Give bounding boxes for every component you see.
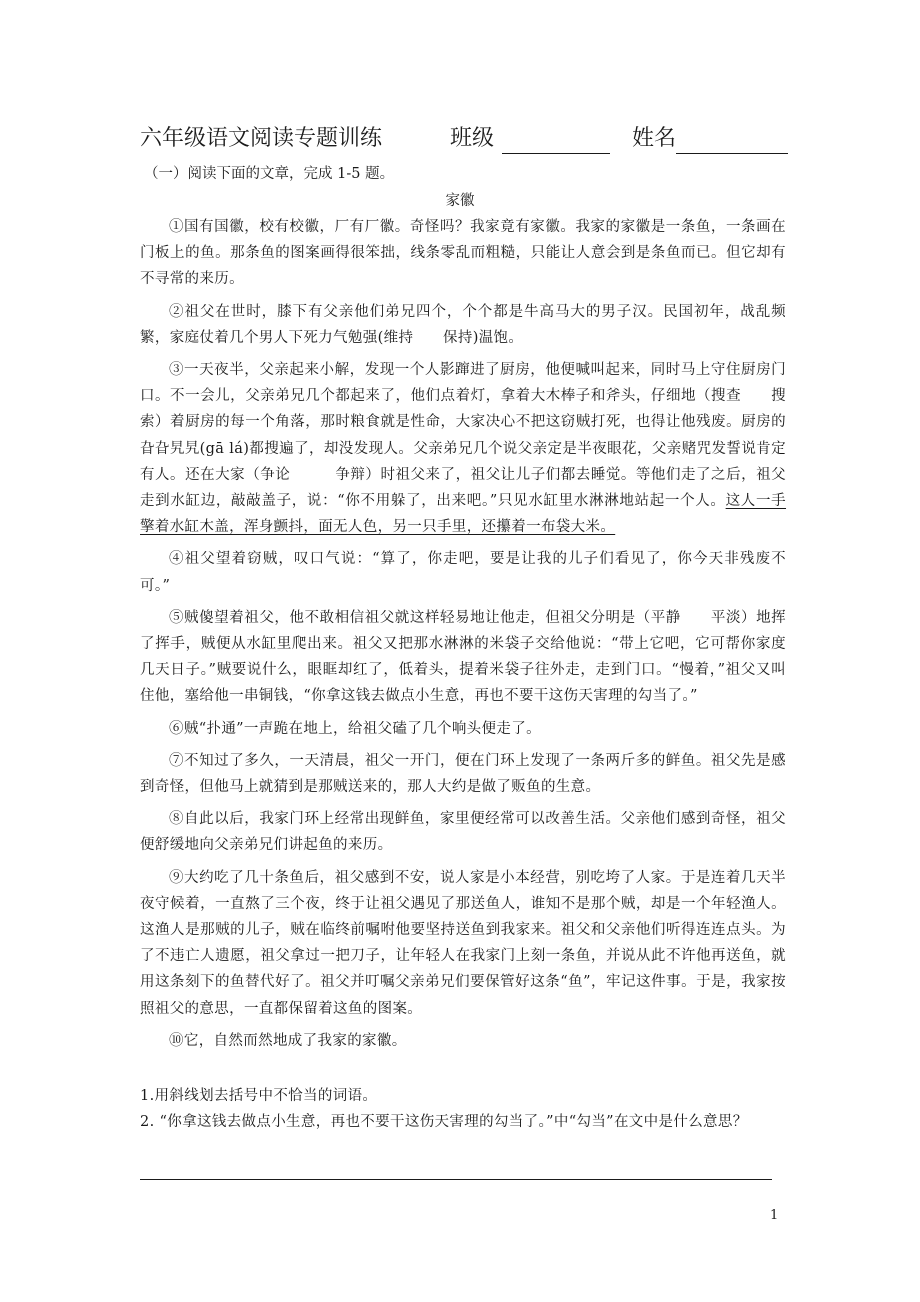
question-2: 2. “你拿这钱去做点小生意，再也不要干这伤天害理的勾当了。”中“勾当”在文中是什么意思？ xyxy=(140,1114,748,1130)
paragraph-1: ①国有国徽，校有校徽，厂有厂徽。奇怪吗？我家竟有家徽。我家的家徽是一条鱼，一条画在门板上的鱼。那条鱼的图案画得很笨拙，线条零乱而粗糙，只能让人意会到是条鱼而已。但它却有不寻常的来历。 xyxy=(140,219,786,288)
paragraph-2: ②祖父在世时，膝下有父亲他们弟兄四个，个个都是牛高马大的男子汉。民国初年，战乱频繁，家庭仗着几个男人下死力气勉强(维持 保持)温饱。 xyxy=(140,303,786,346)
article-title: 家徽 xyxy=(445,193,475,209)
paragraph-3 xyxy=(140,357,786,540)
name-label: 姓名 xyxy=(632,126,677,151)
paragraph-8: ⑧自此以后，我家门环上经常出现鲜鱼，家里便经常可以改善生活。父亲他们感到奇怪，祖父便舒缓地向父亲弟兄们讲起鱼的来历。 xyxy=(140,811,786,854)
name-blank[interactable] xyxy=(676,129,788,154)
worksheet-title: 六年级语文阅读专题训练 xyxy=(140,126,383,151)
paragraph-3-text: ③一天夜半，父亲起来小解，发现一个人影蹿进了厨房，他便喊叫起来，同时马上守住厨房门口。不一会儿，父亲弟兄几个都起来了，他们点着灯，拿着大木棒子和斧头，仔细地（搜查 搜索）着厨房的每一个角落，那时粮食就是性命，大家决心不把这窃贼打死，也得让他残废。厨房的旮旮旯旯(gā lá)都搜遍了，却没发现人。父亲弟兄几个说父亲定是半夜眼花，父亲赌咒发誓说肯定有人。还在大家（争论 争辩）时祖父来了，祖父让儿子们都去睡觉。等他们走了之后，祖父走到水缸边，敲敲盖子，说：“你不用躲了，出来吧。”只见水缸里水淋淋地站起一个人。 xyxy=(140,362,786,510)
article-body xyxy=(140,214,786,1060)
paragraph-7: ⑦不知过了多久，一天清晨，祖父一开门，便在门环上发现了一条两斤多的鲜鱼。祖父先是感到奇怪，但他马上就猜到是那贼送来的，那人大约是做了贩鱼的生意。 xyxy=(140,752,786,796)
paragraph-5: ⑤贼傻望着祖父，他不敢相信祖父就这样轻易地让他走，但祖父分明是（平静 平淡）地挥了挥手，贼便从水缸里爬出来。祖父又把那水淋淋的米袋子交给他说：“带上它吧，它可帮你家度几天日子。”贼要说什么，眼眶却红了，低着头，提着米袋子往外走，走到门口。“慢着，”祖父又叫住他，塞给他一串铜钱，“你拿这钱去做点小生意，再也不要干这伤天害理的勾当了。” xyxy=(140,609,786,705)
paragraph-4: ④祖父望着窃贼，叹口气说：“算了，你走吧，要是让我的儿子们看见了，你今天非残废不可。” xyxy=(140,551,786,594)
question-1: 1.用斜线划去括号中不恰当的词语。 xyxy=(140,1088,378,1104)
paragraph-9: ⑨大约吃了几十条鱼后，祖父感到不安，说人家是小本经营，别吃垮了人家。于是连着几天半夜守候着，一直熬了三个夜，终于让祖父遇见了那送鱼人，谁知不是那个贼，却是一个年轻渔人。这渔人是那贼的儿子，贼在临终前嘱咐他要坚持送鱼到我家来。祖父和父亲他们听得连连点头。为了不违亡人遗愿，祖父拿过一把刀子，让年轻人在我家门上刻一条鱼，并说从此不许他再送鱼，就用这条刻下的鱼替代好了。祖父并叮嘱父亲弟兄们要保管好这条“鱼”，牢记这件事。于是，我家按照祖父的意思，一直都保留着这鱼的图案。 xyxy=(140,869,786,1017)
worksheet-header xyxy=(140,124,790,154)
class-label: 班级 xyxy=(450,126,495,151)
answer-line[interactable] xyxy=(140,1179,772,1180)
paragraph-6: ⑥贼“扑通”一声跪在地上，给祖父磕了几个响头便走了。 xyxy=(169,720,541,737)
paragraph-10: ⑩它，自然而然地成了我家的家徽。 xyxy=(169,1032,407,1049)
underlined-sentence: 这人一手擎着水缸木盖，浑身颤抖，面无人色，另一只手里，还攥着一布袋大米。 xyxy=(140,493,787,536)
page-number: 1 xyxy=(770,1208,779,1223)
section-instruction: （一）阅读下面的文章，完成 1-5 题。 xyxy=(144,166,395,182)
questions-section xyxy=(140,1083,786,1135)
class-blank[interactable] xyxy=(502,129,610,154)
